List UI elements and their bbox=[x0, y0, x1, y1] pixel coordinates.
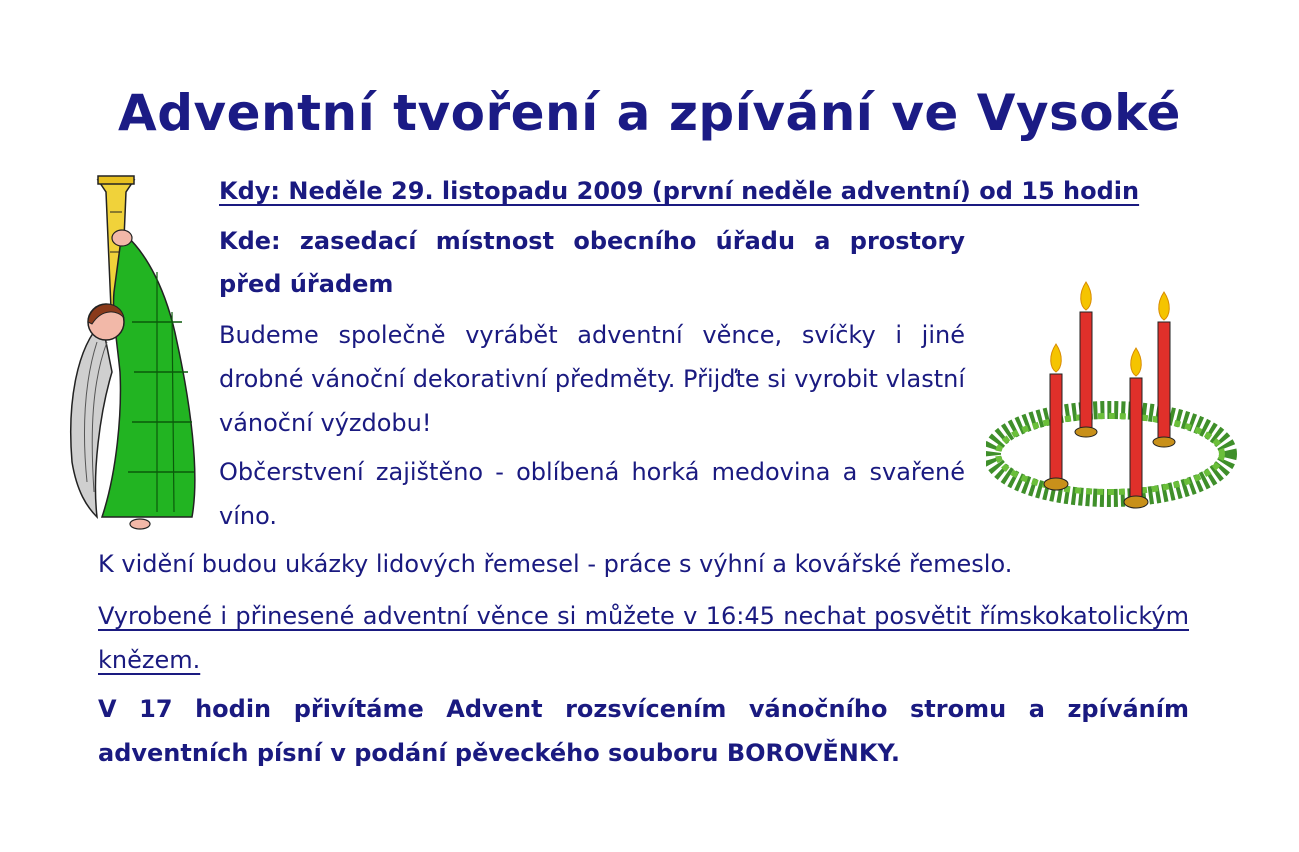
event-date-time: Kdy: Neděle 29. listopadu 2009 (první neděle adventní) od 15 hodin bbox=[219, 177, 1140, 205]
event-location: Kde: zasedací místnost obecního úřadu a prostory před úřadem bbox=[219, 227, 965, 298]
page-title: Adventní tvoření a zpívání ve Vysoké bbox=[118, 84, 1181, 142]
crafts-demonstration-note: K vidění budou ukázky lidových řemesel - práce s výhní a kovářské řemeslo. bbox=[98, 550, 1013, 578]
refreshments-note: Občerstvení zajištěno - oblíbená horká medovina a svařené víno. bbox=[219, 458, 965, 530]
advent-celebration-note: V 17 hodin přivítáme Advent rozsvícením vánočního stromu a zpíváním adventních písní v podání pěveckého souboru BOROVĚNKY. bbox=[98, 695, 1189, 767]
wreath-blessing-note: Vyrobené i přinesené adventní věnce si můžete v 16:45 nechat posvětit římskokatolickým knězem. bbox=[98, 602, 1189, 674]
crafts-description: Budeme společně vyrábět adventní věnce, svíčky i jiné drobné vánoční dekorativní předměty. Přijďte si vyrobit vlastní vánoční výzdobu! bbox=[219, 321, 965, 437]
angel-with-trumpet-illustration bbox=[62, 172, 204, 537]
advent-wreath-illustration bbox=[986, 274, 1238, 519]
